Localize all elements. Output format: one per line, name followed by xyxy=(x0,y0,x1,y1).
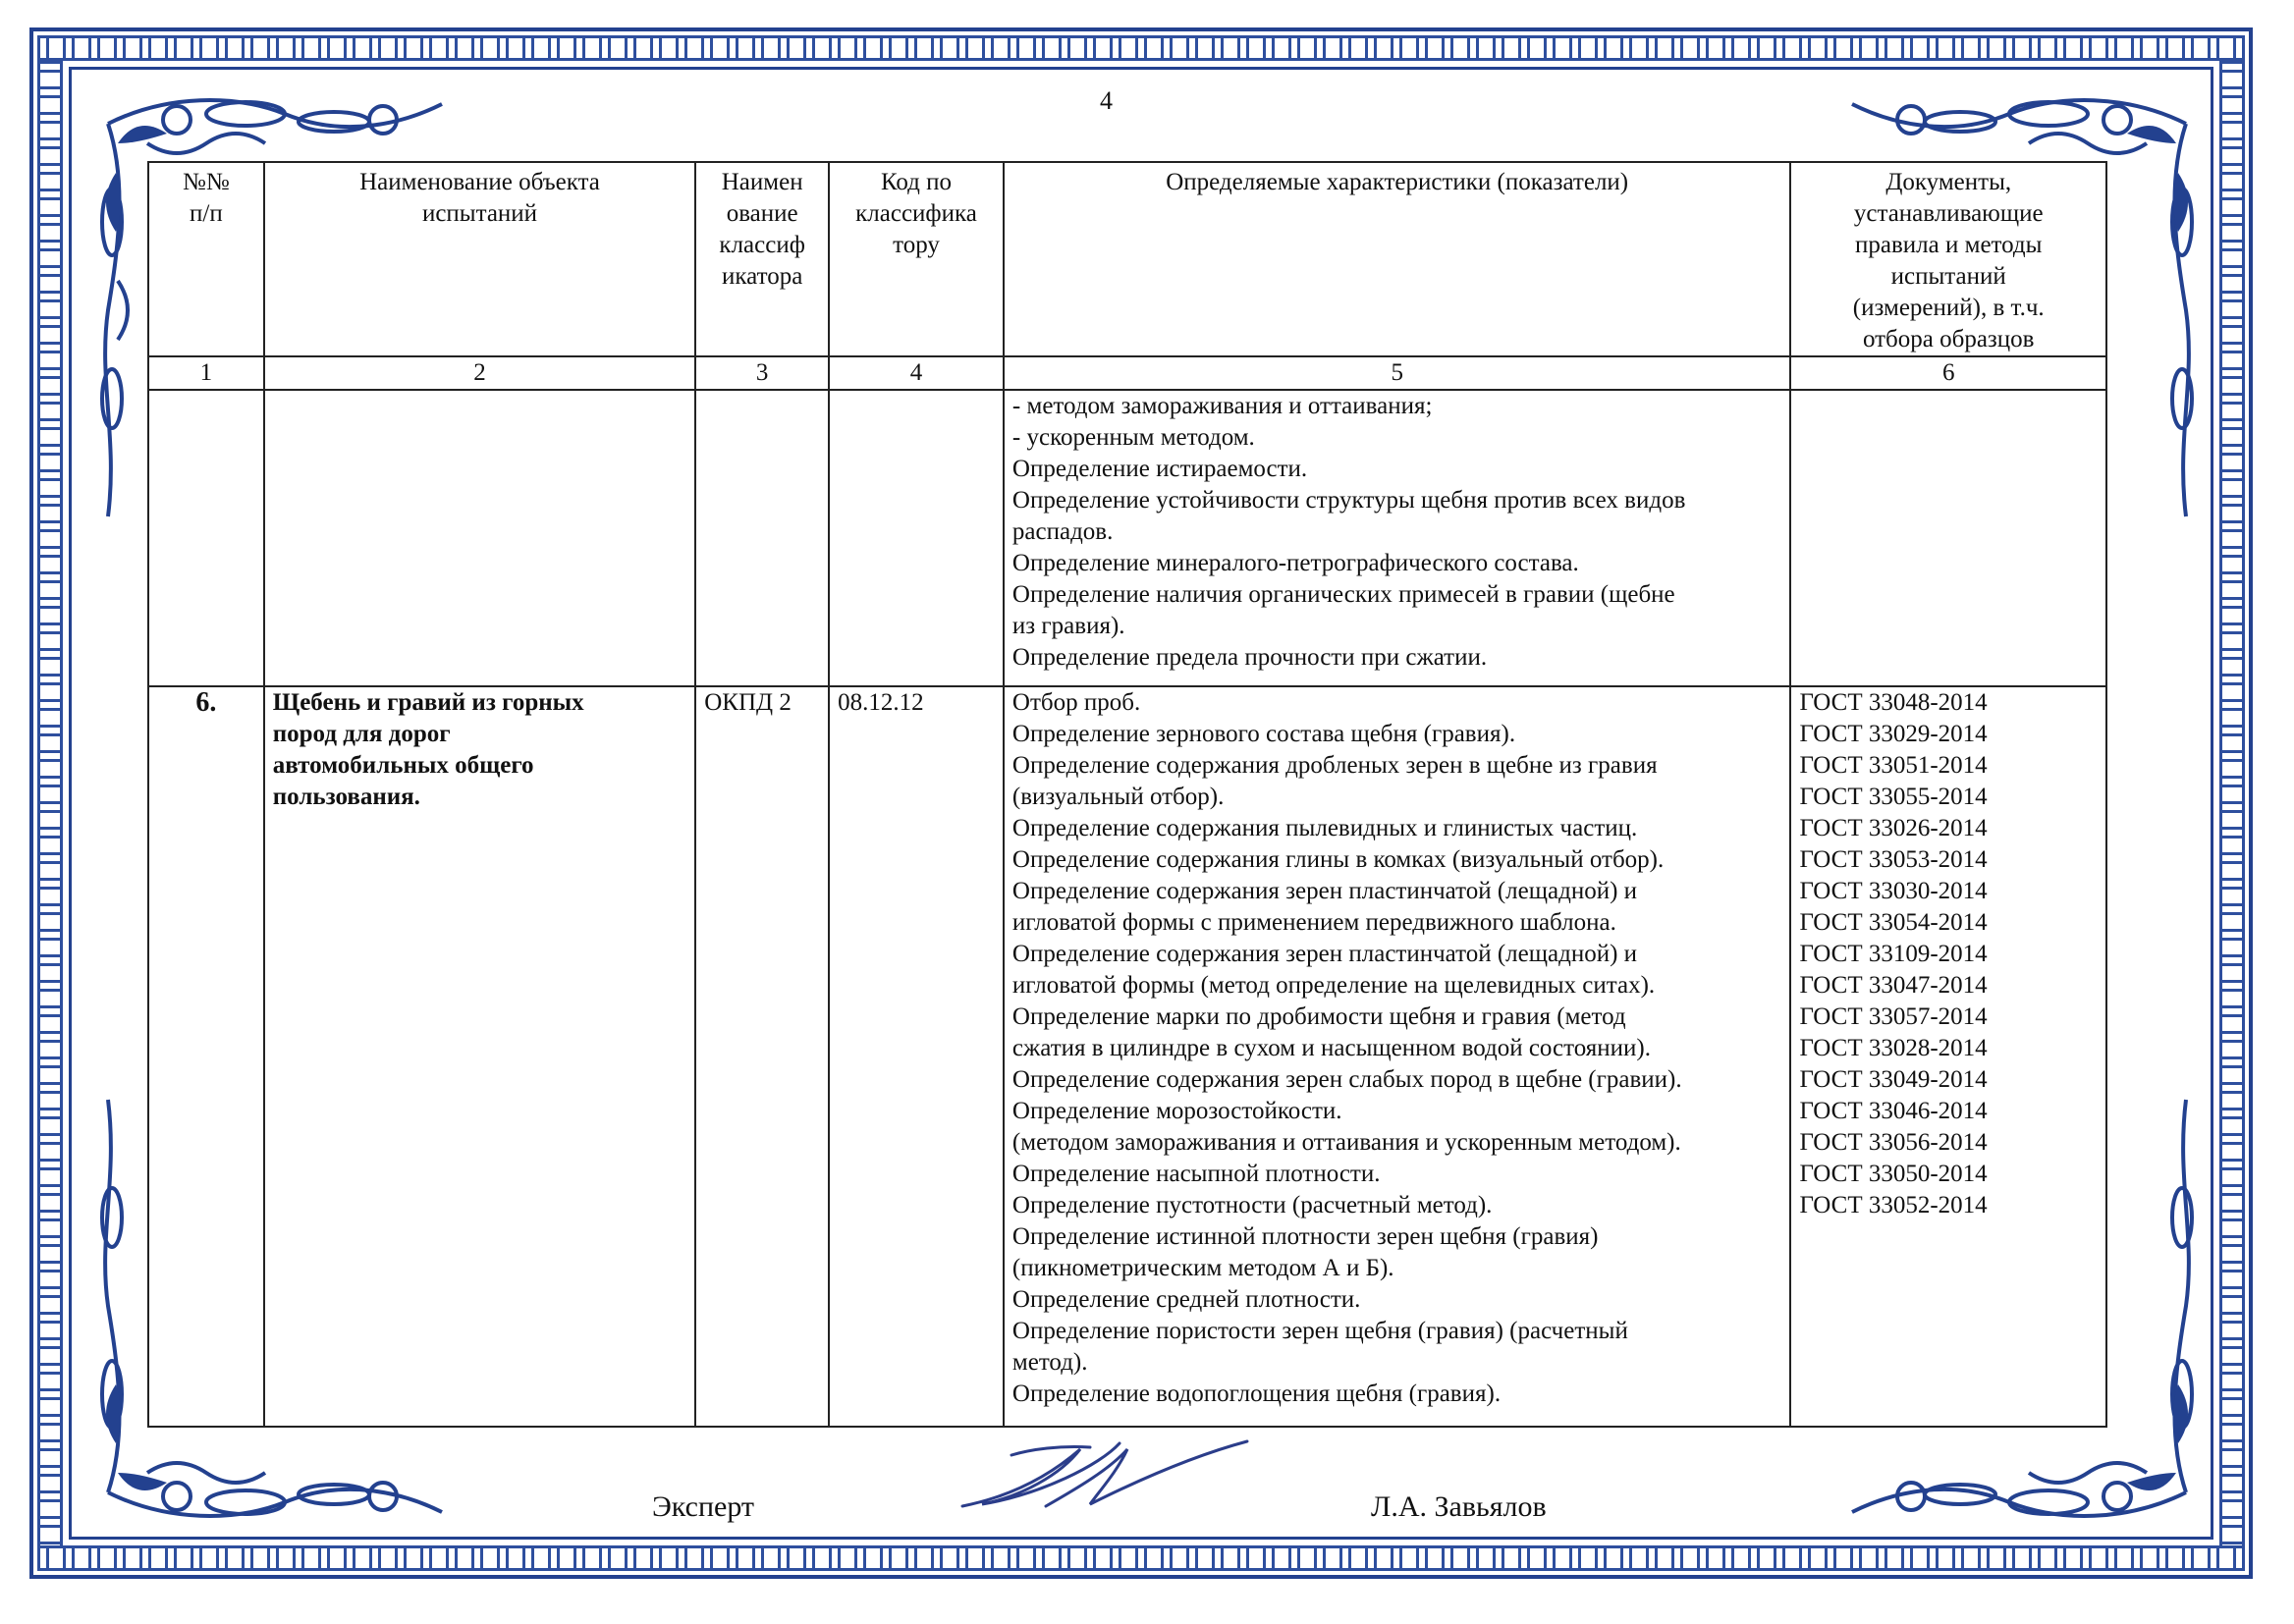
characteristic-line: из гравия). xyxy=(1011,613,1125,639)
document-code: ГОСТ 33054-2014 xyxy=(1799,909,1988,936)
code-cell: 08.12.12 xyxy=(829,686,1004,1427)
characteristic-line: Определение содержания зерен слабых пород в щебне (гравии). xyxy=(1011,1066,1682,1093)
column-number: 4 xyxy=(829,356,1004,390)
characteristic-line: Определение водопоглощения щебня (гравия). xyxy=(1011,1380,1502,1407)
document-code: ГОСТ 33051-2014 xyxy=(1799,752,1988,779)
characteristic-line: Определение минералого-петрографического состава. xyxy=(1011,550,1579,576)
column-number: 1 xyxy=(148,356,264,390)
header-characteristics: Определяемые характеристики (показатели) xyxy=(1004,162,1791,356)
characteristic-line: Определение содержания зерен пластинчатой (лещадной) и xyxy=(1011,878,1638,904)
characteristic-line: сжатия в цилиндре в сухом и насыщенном водой состоянии). xyxy=(1011,1035,1651,1061)
characteristic-line: Определение средней плотности. xyxy=(1011,1286,1361,1313)
characteristic-line: Определение пористости зерен щебня (гравия) (расчетный xyxy=(1011,1318,1628,1344)
characteristic-line: Определение пустотности (расчетный метод). xyxy=(1011,1192,1493,1218)
characteristic-line: Определение наличия органических примесей в гравии (щебне xyxy=(1011,581,1675,608)
document-code: ГОСТ 33052-2014 xyxy=(1799,1192,1988,1218)
expert-label: Эксперт xyxy=(652,1490,755,1523)
table-row-6 xyxy=(148,686,2106,1427)
header-documents: Документы, устанавливающие правила и методы испытаний (измерений), в т.ч. отбора образцов xyxy=(1790,162,2106,356)
document-code: ГОСТ 33030-2014 xyxy=(1799,878,1988,904)
column-number: 6 xyxy=(1790,356,2106,390)
object-name-line: пород для дорог xyxy=(272,721,451,747)
document-code: ГОСТ 33028-2014 xyxy=(1799,1035,1988,1061)
characteristic-line: игловатой формы (метод определение на щелевидных ситах). xyxy=(1011,972,1656,999)
object-name-line: Щебень и гравий из горных xyxy=(272,689,584,716)
column-number-row xyxy=(148,356,2106,390)
characteristic-line: Определение насыпной плотности. xyxy=(1011,1161,1381,1187)
characteristic-line: метод). xyxy=(1011,1349,1088,1376)
characteristic-line: Определение содержания дробленых зерен в щебне из гравия xyxy=(1011,752,1658,779)
document-code: ГОСТ 33048-2014 xyxy=(1799,689,1988,716)
characteristic-line: (методом замораживания и оттаивания и ускоренным методом). xyxy=(1011,1129,1681,1156)
table-header-row xyxy=(148,162,2106,356)
cell-empty xyxy=(148,390,264,686)
characteristics-cell xyxy=(1004,390,1791,686)
document-code: ГОСТ 33056-2014 xyxy=(1799,1129,1988,1156)
document-code: ГОСТ 33050-2014 xyxy=(1799,1161,1988,1187)
characteristic-line: (визуальный отбор). xyxy=(1011,784,1225,810)
document-code: ГОСТ 33053-2014 xyxy=(1799,846,1988,873)
characteristic-line: Определение марки по дробимости щебня и гравия (метод xyxy=(1011,1003,1626,1030)
expert-name: Л.А. Завьялов xyxy=(1371,1490,1547,1523)
characteristic-line: Определение истираемости. xyxy=(1011,456,1308,482)
column-number: 3 xyxy=(695,356,829,390)
meander-border-top xyxy=(37,35,2245,61)
characteristic-line: - методом замораживания и оттаивания; xyxy=(1011,393,1433,419)
characteristic-line: распадов. xyxy=(1011,518,1114,545)
object-name-line: пользования. xyxy=(272,784,420,810)
document-code: ГОСТ 33109-2014 xyxy=(1799,941,1988,967)
characteristic-line: игловатой формы с применением передвижного шаблона. xyxy=(1011,909,1616,936)
cell-empty xyxy=(829,390,1004,686)
meander-border-left xyxy=(37,61,63,1545)
characteristic-line: Определение истинной плотности зерен щебня (гравия) xyxy=(1011,1223,1599,1250)
cell-empty xyxy=(264,390,696,686)
characteristic-line: Определение зернового состава щебня (гравия). xyxy=(1011,721,1516,747)
header-number: №№ п/п xyxy=(148,162,264,356)
accreditation-scope-table xyxy=(147,161,2107,1428)
characteristic-line: Определение морозостойкости. xyxy=(1011,1098,1342,1124)
cell-empty xyxy=(1790,390,2106,686)
column-number: 2 xyxy=(264,356,696,390)
documents-cell xyxy=(1790,686,2106,1427)
object-name-cell xyxy=(264,686,696,1427)
header-classifier: Наимен ование классиф икатора xyxy=(695,162,829,356)
object-name-line: автомобильных общего xyxy=(272,752,534,779)
document-code: ГОСТ 33057-2014 xyxy=(1799,1003,1988,1030)
characteristic-line: Определение содержания пылевидных и глинистых частиц. xyxy=(1011,815,1638,841)
column-number: 5 xyxy=(1004,356,1791,390)
characteristic-line: (пикнометрическим методом А и Б). xyxy=(1011,1255,1394,1281)
page-number: 4 xyxy=(1100,86,1113,115)
meander-border-right xyxy=(2219,61,2245,1545)
characteristic-line: Определение содержания глины в комках (визуальный отбор). xyxy=(1011,846,1665,873)
document-code: ГОСТ 33055-2014 xyxy=(1799,784,1988,810)
characteristic-line: Определение устойчивости структуры щебня против всех видов xyxy=(1011,487,1686,514)
characteristic-line: - ускоренным методом. xyxy=(1011,424,1255,451)
table-row-continued xyxy=(148,390,2106,686)
meander-border-bottom xyxy=(37,1545,2245,1571)
header-object: Наименование объекта испытаний xyxy=(264,162,696,356)
document-code: ГОСТ 33047-2014 xyxy=(1799,972,1988,999)
document-code: ГОСТ 33026-2014 xyxy=(1799,815,1988,841)
row-number: 6. xyxy=(148,686,264,1427)
classifier-cell: ОКПД 2 xyxy=(695,686,829,1427)
characteristics-cell xyxy=(1004,686,1791,1427)
characteristic-line: Отбор проб. xyxy=(1011,689,1141,716)
characteristic-line: Определение предела прочности при сжатии. xyxy=(1011,644,1488,671)
characteristic-line: Определение содержания зерен пластинчатой (лещадной) и xyxy=(1011,941,1638,967)
document-code: ГОСТ 33029-2014 xyxy=(1799,721,1988,747)
cell-empty xyxy=(695,390,829,686)
document-code: ГОСТ 33046-2014 xyxy=(1799,1098,1988,1124)
header-code: Код по классифика тору xyxy=(829,162,1004,356)
document-code: ГОСТ 33049-2014 xyxy=(1799,1066,1988,1093)
signature-image xyxy=(953,1435,1257,1514)
